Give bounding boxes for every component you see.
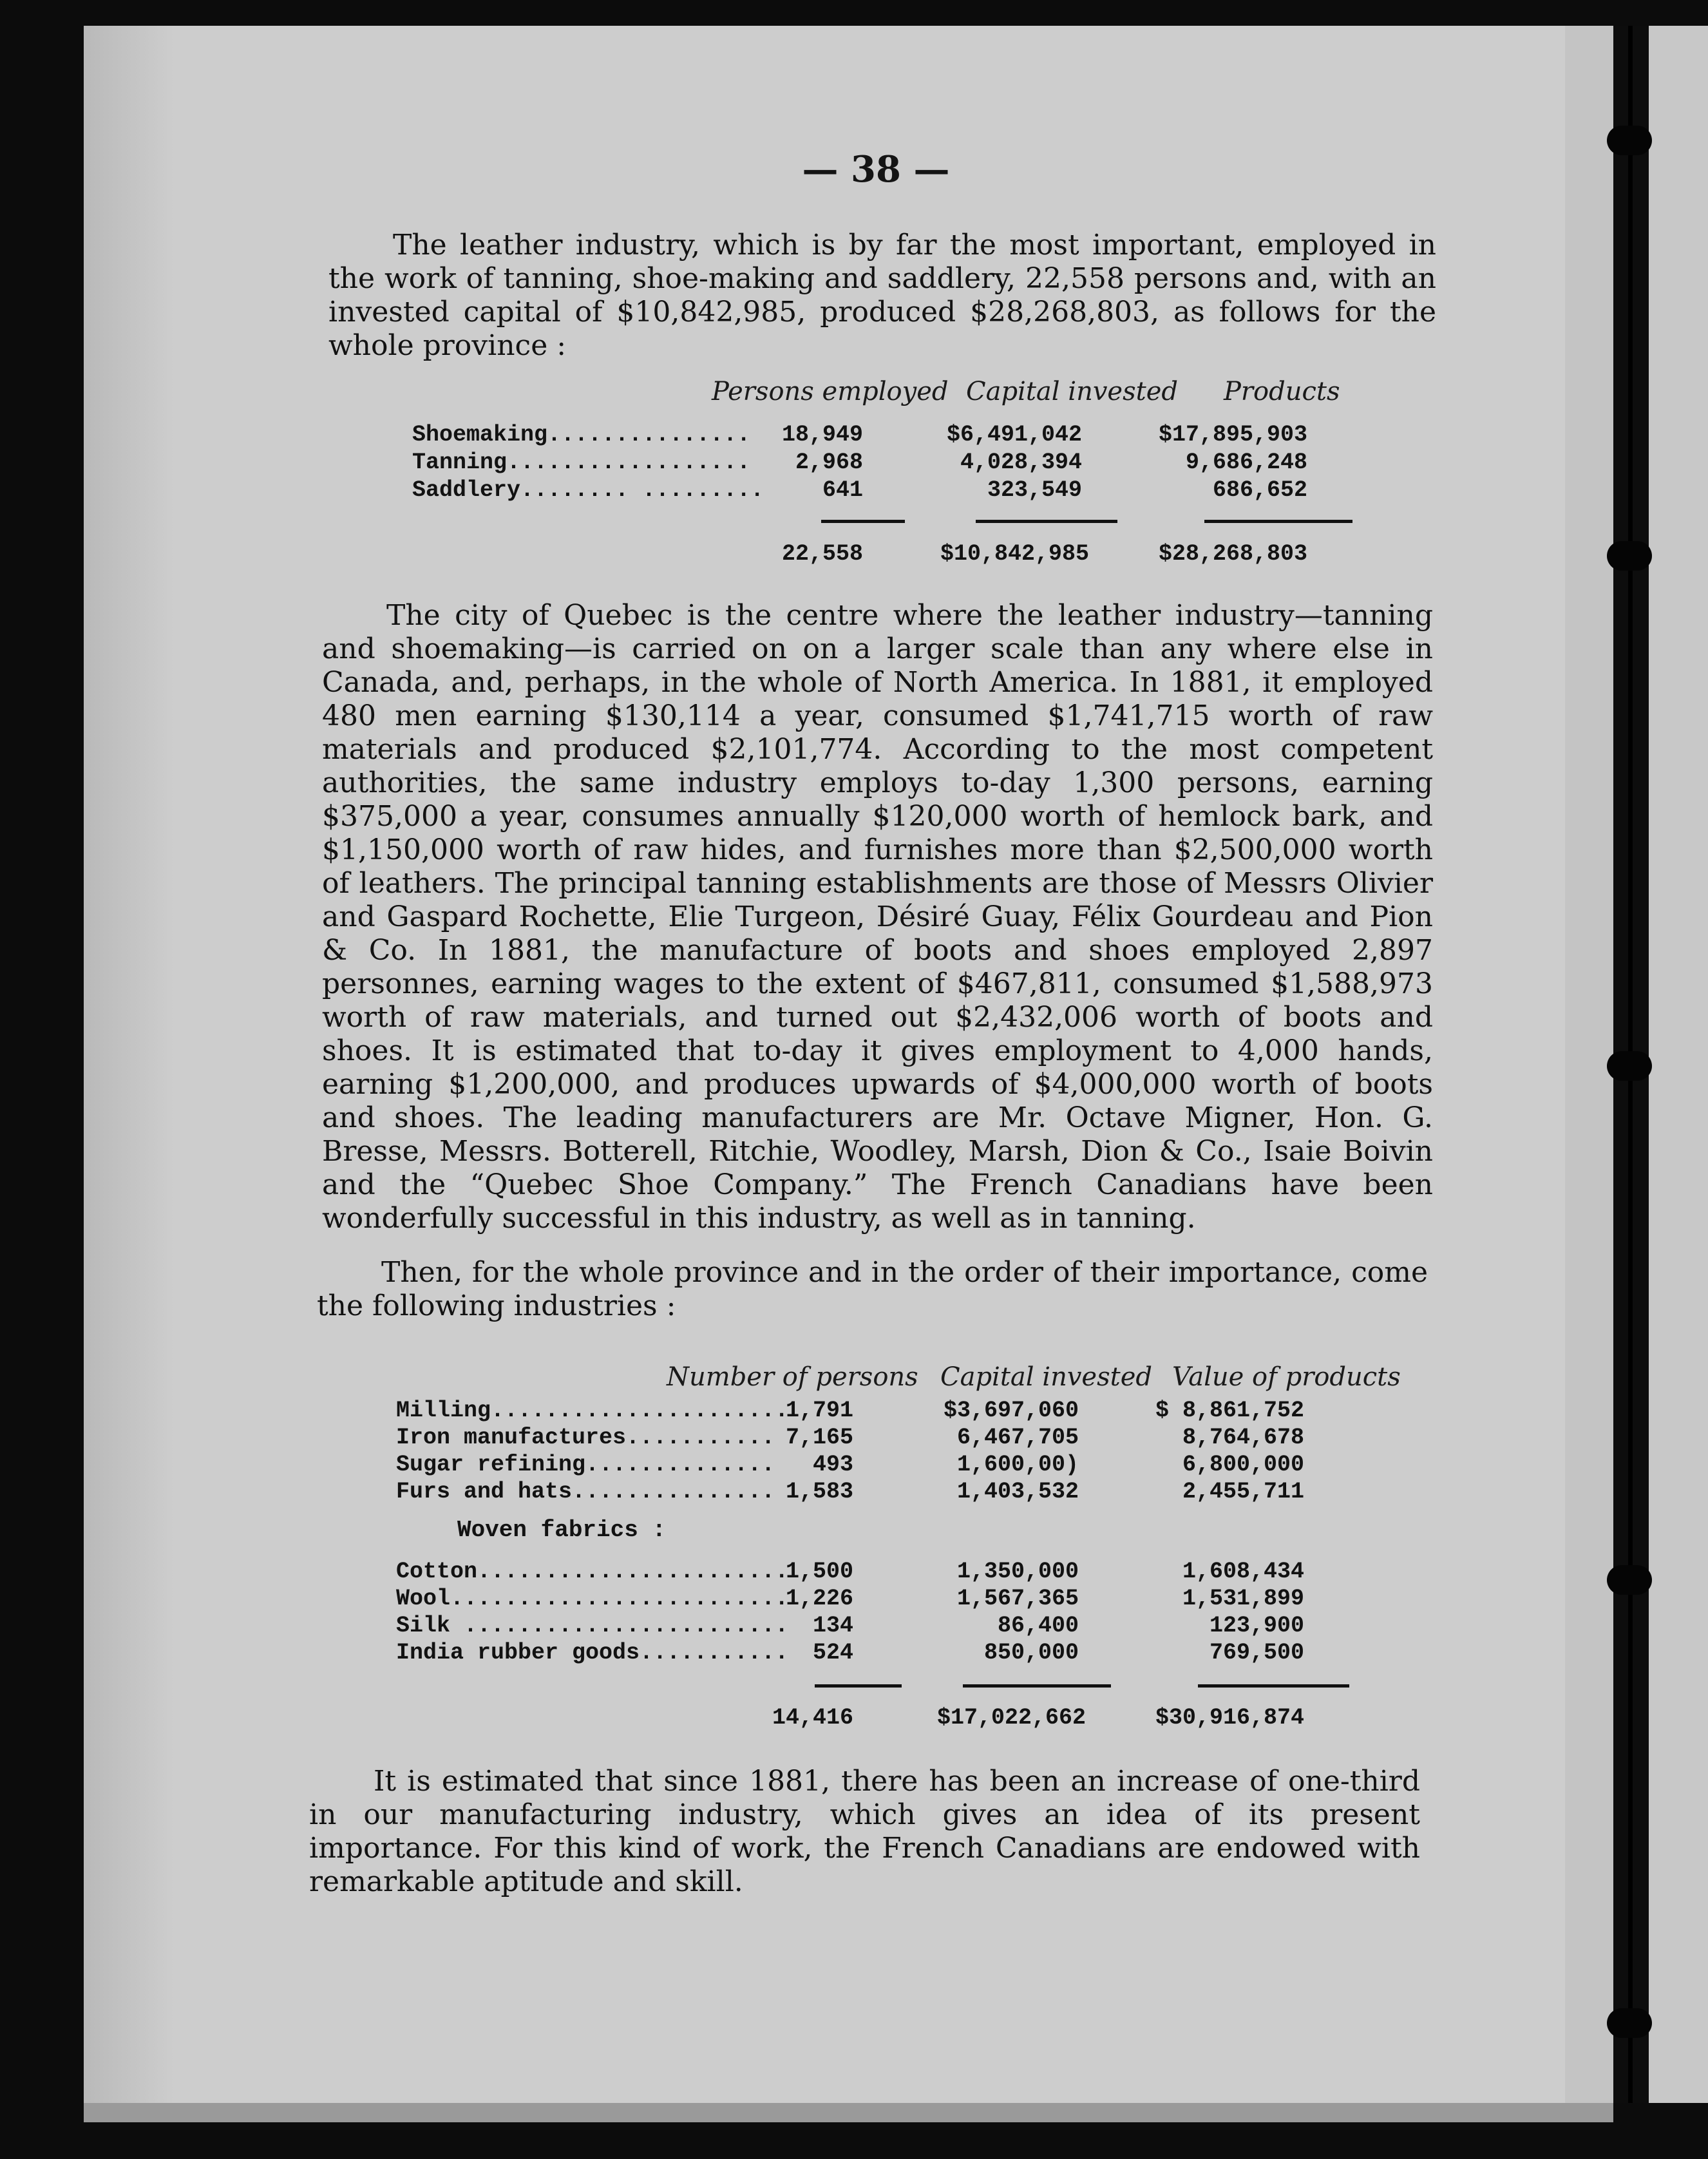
value-cell: 2,455,711: [1182, 1479, 1304, 1505]
row-label: Cotton.......................: [396, 1559, 789, 1584]
paragraph-quebec-leather: [322, 599, 1433, 1235]
paragraph-text: The leather industry, which is by far the most important, employed in the work of tanning, shoe-making and saddlery, 22,558 persons and, with an invested capital of $10,842,985, produced $28,268,803, as follows for the whole province :: [328, 229, 1436, 362]
persons-cell: 1,500: [785, 1559, 853, 1584]
row-label: Furs and hats...............: [396, 1479, 775, 1505]
page-margin-strip: [1565, 26, 1613, 2103]
capital-cell: 4,028,394: [960, 450, 1082, 475]
capital-cell: 86,400: [997, 1613, 1079, 1639]
row-label: Wool.........................: [396, 1586, 789, 1612]
total-persons: 14,416: [772, 1705, 853, 1731]
sum-rule: [821, 520, 905, 523]
binding-clip: [1607, 126, 1652, 155]
totals-row: [396, 1705, 1401, 1733]
persons-cell: 1,226: [785, 1586, 853, 1612]
products-cell: 686,652: [1212, 477, 1307, 503]
row-label: Shoemaking...............: [412, 422, 751, 448]
table-row: [396, 1586, 1401, 1614]
row-label: Saddlery........ .........: [412, 477, 764, 503]
row-label: Sugar refining..............: [396, 1452, 775, 1478]
sum-rule: [1198, 1684, 1349, 1688]
column-header: Value of products: [1172, 1362, 1401, 1392]
table-row: [412, 450, 1352, 478]
paragraph-leather-intro: [328, 229, 1436, 363]
paragraph-other-industries: [317, 1256, 1428, 1323]
capital-cell: $3,697,060: [943, 1398, 1079, 1423]
binding-clip: [1607, 2008, 1652, 2038]
total-capital: $10,842,985: [940, 541, 1090, 567]
table-row: [396, 1613, 1401, 1641]
table-row: [396, 1640, 1401, 1668]
page-shadow: [84, 26, 174, 2103]
total-persons: 22,558: [781, 541, 863, 567]
capital-cell: 6,467,705: [956, 1425, 1079, 1450]
totals-row: [412, 541, 1352, 569]
row-label: Silk ........................: [396, 1613, 789, 1639]
sum-rule: [976, 520, 1117, 523]
binding-clip: [1607, 541, 1652, 571]
sum-rule: [1204, 520, 1352, 523]
sum-rule: [963, 1684, 1111, 1688]
column-header: Capital invested: [966, 377, 1178, 406]
paragraph-text: The city of Quebec is the centre where the leather industry—tanning and shoemaking—is carried on on a larger scale than any where else in Canada, and, perhaps, in the whole of North America. In 1881, it employed 480 men earning $130,114 a year, consumed $1,741,715 worth of raw materials and produced $2,101,774. According to the most competent authorities, the same industry employs to-day 1,300 persons, earning $375,000 a year, consumes annually $120,000 worth of hemlock bark, and $1,150,000 worth of raw hides, and furnishes more than $2,500,000 worth of leathers. The principal tanning establishments are those of Messrs Olivier and Gaspard Rochette, Elie Turgeon, Désiré Guay, Félix Gourdeau and Pion & Co. In 1881, the manufacture of boots and shoes employed 2,897 personnes, earning wages to the extent of $467,811, consumed $1,588,973 worth of raw materials, and turned out $2,432,006 worth of boots and shoes. It is estimated that to-day it gives employment to 4,000 hands, earning $1,200,000, and produces upwards of $4,000,000 worth of boots and shoes. The leading manufacturers are Mr. Octave Migner, Hon. G. Bresse, Messrs. Botterell, Ritchie, Woodley, Marsh, Dion & Co., Isaie Boivin and the “Quebec Shoe Company.” The French Canadians have been wonderfully successful in this industry, as well as in tanning.: [322, 599, 1433, 1235]
products-cell: 9,686,248: [1185, 450, 1307, 475]
capital-cell: 1,350,000: [956, 1559, 1079, 1584]
products-cell: $17,895,903: [1158, 422, 1307, 448]
row-label: Iron manufactures...........: [396, 1425, 775, 1450]
table-row: [412, 422, 1352, 450]
value-cell: 123,900: [1209, 1613, 1304, 1639]
binding-clip: [1607, 1565, 1652, 1595]
column-header: Capital invested: [940, 1362, 1152, 1392]
bottom-page-edge: [84, 2103, 1613, 2122]
row-label: India rubber goods...........: [396, 1640, 789, 1666]
column-header: Number of persons: [667, 1362, 918, 1392]
capital-cell: 1,600,00): [956, 1452, 1079, 1478]
persons-cell: 2,968: [795, 450, 863, 475]
industries-table: [396, 1362, 1401, 1749]
persons-cell: 524: [812, 1640, 853, 1666]
capital-cell: $6,491,042: [946, 422, 1082, 448]
persons-cell: 1,583: [785, 1479, 853, 1505]
persons-cell: 134: [812, 1613, 853, 1639]
value-cell: 769,500: [1209, 1640, 1304, 1666]
persons-cell: 18,949: [781, 422, 863, 448]
value-cell: 1,531,899: [1182, 1586, 1304, 1612]
binding-clip: [1607, 1051, 1652, 1081]
capital-cell: 1,403,532: [956, 1479, 1079, 1505]
adjacent-page-edge: [1649, 26, 1708, 2103]
paragraph-text: It is estimated that since 1881, there has been an increase of one-third in our manufacturing industry, which gives an idea of its present importance. For this kind of work, the French Canadians are endowed with remarkable aptitude and skill.: [309, 1765, 1420, 1898]
total-capital: $17,022,662: [937, 1705, 1086, 1731]
row-label: Tanning..................: [412, 450, 751, 475]
paragraph-estimate: [309, 1765, 1420, 1899]
total-products: $28,268,803: [1158, 541, 1307, 567]
value-cell: 1,608,434: [1182, 1559, 1304, 1584]
persons-cell: 7,165: [785, 1425, 853, 1450]
row-label: Milling......................: [396, 1398, 789, 1423]
column-header: Persons employed: [712, 377, 949, 406]
column-header: Products: [1224, 377, 1340, 406]
table-row: [396, 1479, 1401, 1507]
persons-cell: 641: [822, 477, 863, 503]
table-row: [396, 1559, 1401, 1587]
page-number: — 38 —: [802, 148, 950, 191]
woven-fabrics-subheading: Woven fabrics :: [457, 1517, 667, 1543]
total-value: $30,916,874: [1155, 1705, 1304, 1731]
paragraph-text: Then, for the whole province and in the order of their importance, come the following industries :: [317, 1256, 1428, 1322]
capital-cell: 850,000: [983, 1640, 1079, 1666]
value-cell: 8,764,678: [1182, 1425, 1304, 1450]
capital-cell: 323,549: [987, 477, 1082, 503]
value-cell: 6,800,000: [1182, 1452, 1304, 1478]
sum-rule: [815, 1684, 902, 1688]
persons-cell: 1,791: [785, 1398, 853, 1423]
table-row: [396, 1425, 1401, 1453]
value-cell: $ 8,861,752: [1155, 1398, 1304, 1423]
table-row: [396, 1398, 1401, 1426]
table-row: [396, 1452, 1401, 1480]
capital-cell: 1,567,365: [956, 1586, 1079, 1612]
persons-cell: 493: [812, 1452, 853, 1478]
table-row: [412, 477, 1352, 506]
leather-industry-table: [412, 377, 1352, 570]
